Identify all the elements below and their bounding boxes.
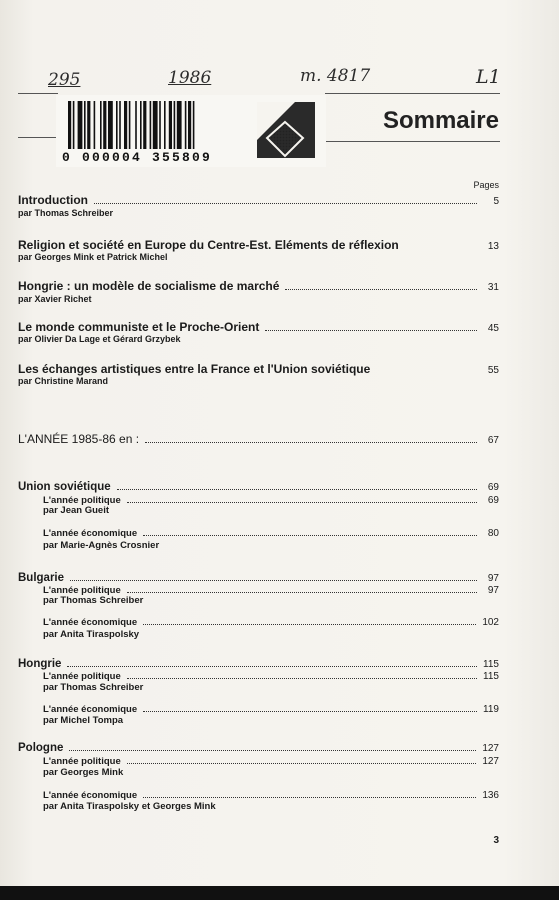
handwritten-note-3: m. 4817 <box>300 66 371 86</box>
subentry <box>43 671 499 682</box>
country-entry <box>18 481 499 493</box>
entry-author: par Xavier Richet <box>18 294 92 304</box>
year-section-page: 67 <box>487 435 499 446</box>
subentry-author: par Jean Gueit <box>43 505 109 516</box>
scan-edge <box>0 886 559 900</box>
toc-entry <box>18 320 499 334</box>
entry-page: 31 <box>487 282 499 293</box>
entry-title: Le monde communiste et le Proche-Orient <box>18 320 260 334</box>
toc-entry <box>18 362 499 376</box>
handwritten-note-2: 1986 <box>168 68 212 88</box>
dot-leader <box>94 202 477 204</box>
subentry-author: par Georges Mink <box>43 767 124 778</box>
dot-leader <box>143 534 477 536</box>
subentry-page: 119 <box>483 704 499 715</box>
toc-entry <box>18 193 499 207</box>
country-page: 69 <box>487 482 499 493</box>
dot-leader <box>127 677 477 679</box>
entry-author: par Georges Mink et Patrick Michel <box>18 252 168 262</box>
subentry-page: 97 <box>487 585 499 596</box>
page-title: Sommaire <box>382 107 499 134</box>
country-name: Hongrie <box>18 658 62 670</box>
country-page: 115 <box>483 659 499 670</box>
entry-page: 5 <box>493 196 499 207</box>
dot-leader <box>143 623 476 625</box>
subentry <box>43 617 499 628</box>
dot-leader <box>67 665 477 667</box>
dot-leader <box>127 501 477 503</box>
entry-page: 13 <box>487 241 499 252</box>
toc-entry <box>18 238 499 252</box>
subentry-page: 69 <box>487 495 499 506</box>
dot-leader <box>127 591 477 593</box>
entry-author: par Christine Marand <box>18 376 109 386</box>
subentry-author: par Anita Tiraspolsky et Georges Mink <box>43 801 216 812</box>
dot-leader <box>117 488 477 490</box>
publisher-logo <box>255 100 317 160</box>
header-rule-right-top <box>325 93 500 94</box>
dot-leader <box>376 372 477 373</box>
subentry-label: L'année politique <box>43 495 121 506</box>
dot-leader <box>143 710 477 712</box>
pages-column-header: Pages <box>473 180 499 190</box>
subentry-label: L'année économique <box>43 528 138 539</box>
country-page: 97 <box>487 573 499 584</box>
country-entry <box>18 742 499 754</box>
header-rule-left-top <box>18 93 58 94</box>
entry-title: Introduction <box>18 193 88 207</box>
subentry <box>43 704 499 715</box>
dot-leader <box>145 441 477 443</box>
country-page: 127 <box>482 743 499 754</box>
year-section-entry <box>18 432 499 446</box>
subentry-label: L'année économique <box>43 704 138 715</box>
subentry <box>43 495 499 506</box>
subentry-label: L'année politique <box>43 585 121 596</box>
entry-author: par Thomas Schreiber <box>18 208 114 218</box>
subentry-author: par Thomas Schreiber <box>43 595 144 606</box>
dot-leader <box>70 579 477 581</box>
subentry-label: L'année politique <box>43 671 121 682</box>
subentry <box>43 756 499 767</box>
dot-leader <box>69 749 476 751</box>
subentry <box>43 528 499 539</box>
handwritten-note-4: L1 <box>476 66 501 88</box>
country-name: Bulgarie <box>18 572 65 584</box>
subentry-author: par Michel Tompa <box>43 715 124 726</box>
entry-author: par Olivier Da Lage et Gérard Grzybek <box>18 334 181 344</box>
subentry-page: 127 <box>482 756 499 767</box>
subentry-label: L'année économique <box>43 617 138 628</box>
entry-page: 45 <box>487 323 499 334</box>
subentry-page: 115 <box>483 671 499 682</box>
dot-leader <box>265 329 477 331</box>
country-entry <box>18 658 499 670</box>
subentry-label: L'année économique <box>43 790 138 801</box>
country-name: Union soviétique <box>18 481 111 493</box>
year-section-title: L'ANNÉE 1985-86 en : <box>18 432 140 446</box>
dot-leader <box>405 248 477 249</box>
subentry <box>43 790 499 801</box>
barcode-number: 0 000004 355809 <box>62 150 213 165</box>
subentry-page: 80 <box>487 528 499 539</box>
dot-leader <box>127 762 477 764</box>
subentry-author: par Anita Tiraspolsky <box>43 629 140 640</box>
entry-title: Religion et société en Europe du Centre-Est. Eléments de réflexion <box>18 238 399 252</box>
header-rule-left-bottom <box>18 137 58 138</box>
barcode <box>68 101 258 153</box>
dot-leader <box>143 796 476 798</box>
handwritten-note-1: 295 <box>48 70 81 90</box>
entry-title: Les échanges artistiques entre la France et l'Union soviétique <box>18 362 371 376</box>
page-number: 3 <box>493 835 499 846</box>
toc-entry <box>18 279 499 293</box>
header-rule-right-bottom <box>325 141 500 142</box>
country-entry <box>18 572 499 584</box>
subentry-author: par Marie-Agnès Crosnier <box>43 540 160 551</box>
subentry-page: 136 <box>482 790 499 801</box>
subentry-page: 102 <box>482 617 499 628</box>
subentry-label: L'année politique <box>43 756 121 767</box>
dot-leader <box>285 288 477 290</box>
entry-title: Hongrie : un modèle de socialisme de marché <box>18 279 280 293</box>
subentry-author: par Thomas Schreiber <box>43 682 144 693</box>
entry-page: 55 <box>487 365 499 376</box>
country-name: Pologne <box>18 742 64 754</box>
